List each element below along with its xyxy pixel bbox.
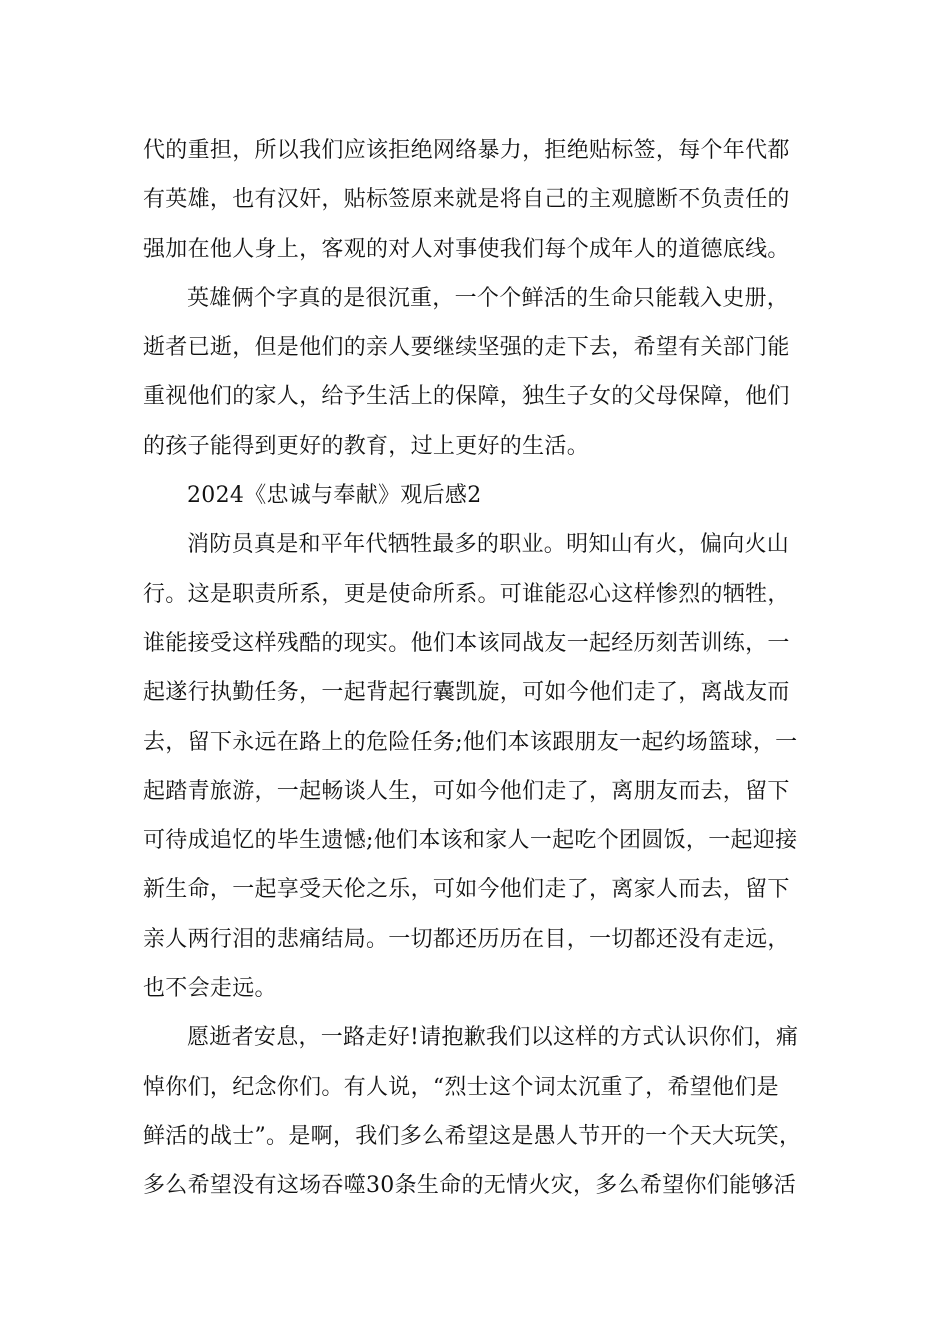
text-line: 去，留下永远在路上的危险任务;他们本该跟朋友一起约场篮球，一 <box>143 729 798 755</box>
text-line: 2024《忠诚与奉献》观后感2 <box>187 483 482 509</box>
text-line: 多么希望没有这场吞噬30条生命的无情火灾，多么希望你们能够活 <box>143 1173 796 1199</box>
text-line: 行。这是职责所系，更是使命所系。可谁能忍心这样惨烈的牺牲， <box>143 581 790 607</box>
text-line: 消防员真是和平年代牺牲最多的职业。明知山有火，偏向火山 <box>187 532 790 558</box>
text-line: 愿逝者安息，一路走好!请抱歉我们以这样的方式认识你们，痛 <box>187 1025 799 1051</box>
text-line: 起踏青旅游，一起畅谈人生，可如今他们走了，离朋友而去，留下 <box>143 778 790 804</box>
text-line: 亲人两行泪的悲痛结局。一切都还历历在目，一切都还没有走远， <box>143 926 790 952</box>
text-line: 有英雄，也有汉奸，贴标签原来就是将自己的主观臆断不负责任的 <box>143 187 790 213</box>
text-line: 的孩子能得到更好的教育，过上更好的生活。 <box>143 433 590 459</box>
text-line: 鲜活的战士”。是啊，我们多么希望这是愚人节开的一个天大玩笑， <box>143 1123 802 1149</box>
text-line: 可待成追忆的毕生遗憾;他们本该和家人一起吃个团圆饭，一起迎接 <box>143 828 798 854</box>
text-line: 起遂行执勤任务，一起背起行囊凯旋，可如今他们走了，离战友而 <box>143 680 790 706</box>
text-line: 悼你们，纪念你们。有人说，“烈士这个词太沉重了，希望他们是 <box>143 1074 779 1100</box>
text-line: 代的重担，所以我们应该拒绝网络暴力，拒绝贴标签，每个年代都 <box>143 138 790 163</box>
text-line: 强加在他人身上，客观的对人对事使我们每个成年人的道德底线。 <box>143 236 790 262</box>
text-line: 新生命，一起享受天伦之乐，可如今他们走了，离家人而去，留下 <box>143 877 790 903</box>
document-body <box>143 126 833 1211</box>
text-line: 重视他们的家人，给予生活上的保障，独生子女的父母保障，他们 <box>143 384 790 410</box>
text-line: 也不会走远。 <box>143 976 277 1002</box>
text-line: 逝者已逝，但是他们的亲人要继续坚强的走下去，希望有关部门能 <box>143 335 790 361</box>
text-line: 英雄俩个字真的是很沉重，一个个鲜活的生命只能载入史册， <box>187 285 790 311</box>
text-line: 谁能接受这样残酷的现实。他们本该同战友一起经历刻苦训练，一 <box>143 630 790 656</box>
